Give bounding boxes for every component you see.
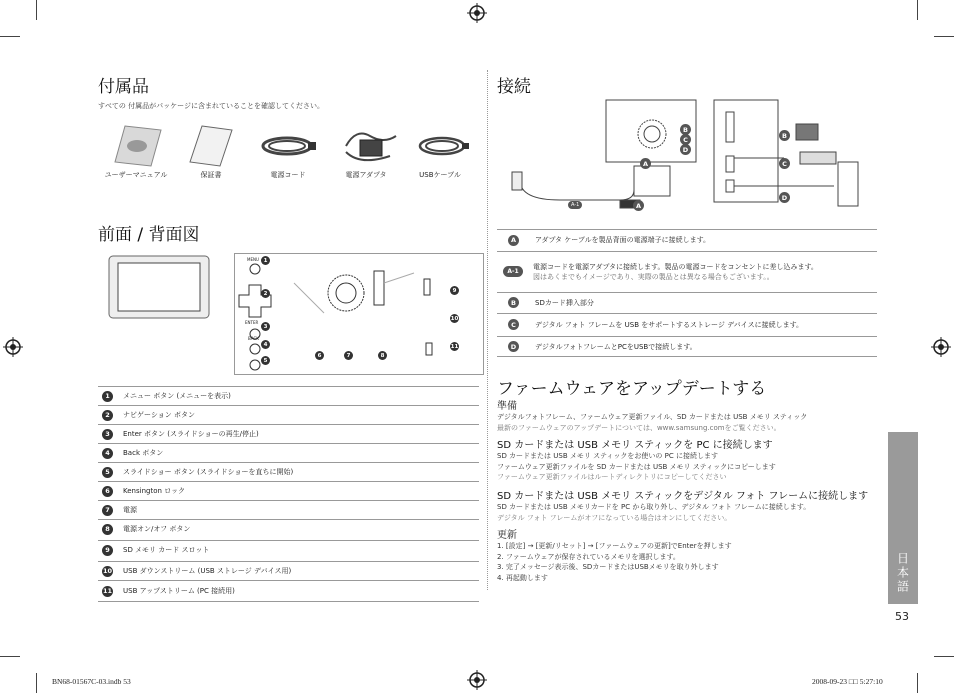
- diagram-label-c: C: [680, 134, 691, 145]
- callout-3: 3: [261, 322, 270, 331]
- footer-right: 2008-09-23 □□ 5:27:10: [812, 677, 883, 686]
- registration-mark-icon: [931, 337, 951, 357]
- callout-11: 11: [450, 343, 459, 350]
- list-item: [98, 580, 479, 602]
- accessory-label: USBケーブル: [419, 171, 461, 179]
- diagram-label-a1: A-1: [568, 201, 582, 209]
- list-item: [497, 313, 877, 335]
- item-text: Enter ボタン (スライドショーの再生/停止): [123, 430, 259, 439]
- list-item: [98, 443, 479, 462]
- item-text: 電源: [123, 506, 137, 515]
- list-item: [98, 540, 479, 559]
- crop-mark: [934, 656, 954, 657]
- callout-6: 6: [315, 351, 324, 360]
- list-item: [98, 519, 479, 538]
- list-item: [497, 229, 877, 250]
- item-text: SD メモリ カード スロット: [123, 546, 210, 555]
- callout-9: 9: [450, 286, 459, 295]
- list-item: [497, 251, 877, 291]
- badge-number: 9: [102, 545, 113, 556]
- badge-number: 7: [102, 505, 113, 516]
- section-line: 1. [設定] → [更新/リセット] → [ファームウェアの更新]でEnterを押します: [497, 542, 732, 550]
- registration-mark-icon: [467, 670, 487, 690]
- badge-number: 8: [102, 524, 113, 535]
- firmware-section: [497, 526, 877, 583]
- item-text: アダプタ ケーブルを製品背面の電源端子に接続します。: [535, 236, 711, 244]
- diagram-label-d: D: [779, 192, 790, 203]
- list-item: [98, 561, 479, 580]
- diagram-label-b: B: [779, 130, 790, 141]
- key-badge: A-1: [503, 266, 523, 277]
- callout-7: 7: [344, 351, 353, 360]
- badge-number: 4: [102, 448, 113, 459]
- item-text: USB ダウンストリーム (USB ストレージ デバイス用): [123, 567, 292, 576]
- key-badge: B: [508, 297, 519, 308]
- accessory-label: 電源コード: [270, 171, 306, 179]
- section-line: 3. 完了メッセージ表示後、SDカードまたはUSBメモリを取り外します: [497, 563, 719, 571]
- key-badge: C: [508, 319, 519, 330]
- item-text: メニュー ボタン (メニューを表示): [123, 392, 231, 401]
- section-line: デジタルフォトフレーム、ファームウェア更新ファイル、SD カードまたは USB メモリ スティック: [497, 413, 808, 421]
- crop-mark: [36, 0, 37, 20]
- back-label: BACK: [248, 336, 259, 341]
- crop-mark: [0, 656, 20, 657]
- key-badge: A: [508, 235, 519, 246]
- item-text: 電源オン/オフ ボタン: [123, 525, 191, 534]
- section-note: 最新のファームウェアのアップデートについては、www.samsung.comをご覧ください。: [497, 423, 781, 432]
- accessory-label: ユーザーマニュアル: [104, 171, 168, 179]
- firmware-section: [497, 436, 877, 483]
- section-line: 4. 再起動します: [497, 573, 548, 582]
- list-item: [98, 500, 479, 519]
- section-title: SD カードまたは USB メモリ スティックをデジタル フォト フレームに接続します: [497, 491, 869, 502]
- item-text: スライドショー ボタン (スライドショーを直ちに開始): [123, 468, 294, 477]
- diagram-label-b: B: [680, 124, 691, 135]
- list-item: [98, 424, 479, 443]
- back-view-image: [234, 253, 484, 375]
- list-item: [98, 462, 479, 481]
- firmware-section: [497, 397, 877, 433]
- key-badge: D: [508, 341, 519, 352]
- firmware-title: ファームウェアをアップデートする: [497, 379, 767, 399]
- badge-number: 1: [102, 391, 113, 402]
- badge-number: 10: [102, 567, 113, 576]
- accessory-label: 保証書: [200, 171, 222, 179]
- connection-diagram-image: [500, 96, 870, 214]
- item-text: USB アップストリーム (PC 接続用): [123, 587, 235, 595]
- badge-number: 6: [102, 486, 113, 497]
- firmware-section: [497, 487, 877, 523]
- user-manual-image: [113, 124, 163, 168]
- power-adapter-image: [340, 126, 400, 164]
- list-item: [497, 336, 877, 357]
- section-note: ファームウェア更新ファイルはルートディレクトリにコピーしてください: [497, 473, 727, 481]
- accessories-title: 付属品: [98, 77, 149, 97]
- language-tab-label: 日本語: [895, 552, 910, 594]
- item-note: 図はあくまでもイメージであり、実際の製品とは異なる場合もございます。。: [533, 272, 774, 281]
- item-text: SDカード挿入部分: [535, 298, 594, 307]
- callout-1: 1: [261, 256, 270, 265]
- list-item: [497, 292, 877, 312]
- footer-left: BN68-01567C-03.indb 53: [52, 677, 131, 686]
- diagram-label-d: D: [680, 144, 691, 155]
- diagram-label-a: A: [640, 158, 651, 169]
- connection-title: 接続: [497, 77, 531, 97]
- item-text: 電源コードを電源アダプタに接続します。製品の電源コードをコンセントに差し込みます。: [533, 262, 818, 271]
- section-note: デジタル フォト フレームがオフになっている場合はオンにしてください。: [497, 513, 732, 522]
- callout-5: 5: [261, 356, 270, 365]
- callout-4: 4: [261, 340, 270, 349]
- registration-mark-icon: [467, 3, 487, 23]
- badge-number: 5: [102, 467, 113, 478]
- diagram-label-a: A: [633, 200, 644, 211]
- menu-label: MENU: [247, 257, 259, 262]
- list-item: [98, 386, 479, 405]
- callout-10: 10: [450, 315, 459, 322]
- list-item: [98, 481, 479, 500]
- item-text: ナビゲーション ボタン: [123, 411, 195, 420]
- crop-mark: [36, 673, 37, 693]
- warranty-image: [188, 124, 234, 168]
- item-text: デジタルフォトフレームとPCをUSBで接続します。: [535, 342, 697, 351]
- crop-mark: [934, 36, 954, 37]
- item-text: デジタル フォト フレームを USB をサポートするストレージ デバイスに接続します。: [535, 320, 804, 329]
- column-divider: [487, 70, 488, 590]
- language-tab: [888, 432, 918, 604]
- power-cord-image: [258, 132, 316, 160]
- registration-mark-icon: [3, 337, 23, 357]
- badge-number: 2: [102, 410, 113, 421]
- list-item: [98, 405, 479, 424]
- section-line: ファームウェア更新ファイルを SD カードまたは USB メモリ スティックにコピーします: [497, 462, 776, 471]
- crop-mark: [917, 673, 918, 693]
- section-line: 2. ファームウェアが保存されているメモリを選択します。: [497, 552, 680, 561]
- front-view-image: [108, 255, 210, 319]
- item-text: Kensington ロック: [123, 487, 186, 496]
- accessory-label: 電源アダプタ: [345, 171, 387, 179]
- callout-2: 2: [261, 289, 270, 298]
- callout-8: 8: [378, 351, 387, 360]
- enter-label: ENTER: [245, 320, 259, 325]
- front-back-title: 前面 / 背面図: [98, 225, 200, 245]
- section-title: SD カードまたは USB メモリ スティックを PC に接続します: [497, 440, 773, 451]
- diagram-label-c: C: [779, 158, 790, 169]
- badge-number: 3: [102, 429, 113, 440]
- accessories-subtitle: すべての 付属品がパッケージに含まれていることを確認してください。: [98, 102, 324, 110]
- section-title: 更新: [497, 530, 517, 541]
- usb-cable-image: [414, 132, 470, 160]
- crop-mark: [0, 36, 20, 37]
- section-line: SD カードまたは USB メモリカードを PC から取り外し、デジタル フォト フレームに接続します。: [497, 503, 811, 511]
- item-text: Back ボタン: [123, 449, 164, 458]
- badge-number: 11: [102, 587, 113, 595]
- page-number: 53: [895, 610, 909, 623]
- section-title: 準備: [497, 401, 517, 412]
- crop-mark: [917, 0, 918, 20]
- section-line: SD カードまたは USB メモリ スティックをお使いの PC に接続します: [497, 452, 718, 460]
